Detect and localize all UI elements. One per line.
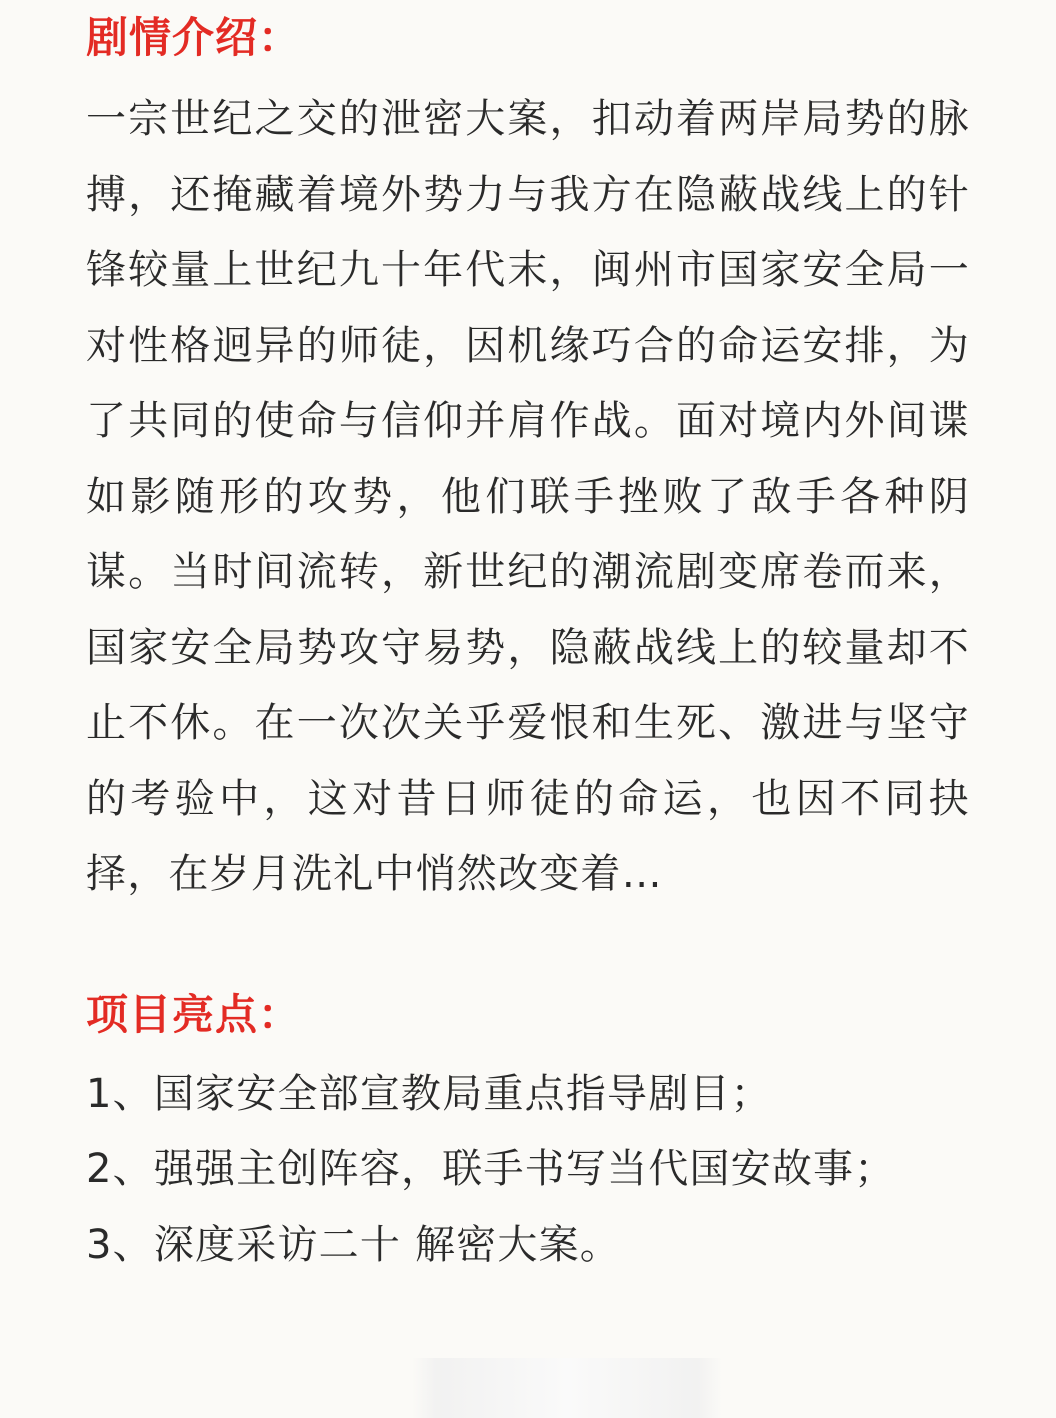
synopsis-text: 一宗世纪之交的泄密大案，扣动着两岸局势的脉搏，还掩藏着境外势力与我方在隐蔽战线上的针锋较量上世纪九十年代末，闽州市国家安全局一对性格迥异的师徒，因机缘巧合的命运安排，为了共同的使命与信仰并肩作战。面对境内外间谍如影随形的攻势，他们联手挫败了敌手各种阴谋。当时间流转，新世纪的潮流剧变席卷而来，国家安全局势攻守易势，隐蔽战线上的较量却不止不休。在一次次关乎爱恨和生死、激进与坚守的考验中，这对昔日师徒的命运，也因不同抉择，在岁月洗礼中悄然改变着… <box>86 96 970 897</box>
highlight-item-2: 2、强强主创阵容，联手书写当代国安故事； <box>86 1146 896 1192</box>
synopsis-heading: 剧情介绍： <box>86 13 302 62</box>
highlight-item-3: 3、深度采访二十 解密大案。 <box>86 1221 621 1268</box>
highlight-item-1: 1、国家安全部宣教局重点指导剧目； <box>86 1070 772 1117</box>
highlights-heading: 项目亮点： <box>86 989 302 1039</box>
watermark-overlay <box>412 1358 722 1418</box>
highlights-list <box>86 1057 970 1284</box>
